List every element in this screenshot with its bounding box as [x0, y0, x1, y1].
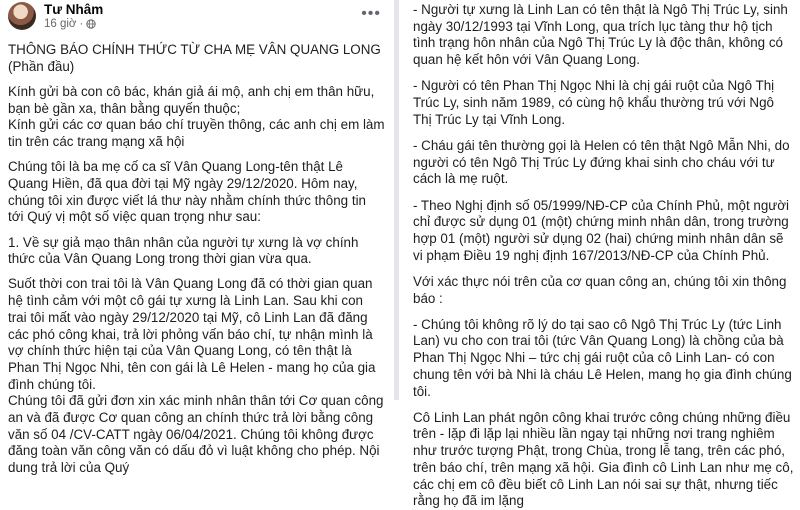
post-panel-right [402, 0, 800, 509]
closing-paragraph: Cô Linh Lan phát ngôn công khai trước công chúng những điều trên - lặp đi lặp lại nhiều lần ngay tại những nơi trang nghiêm như trước tượng Phật, trong Chùa, trong lễ tang, trên các phó, trên báo chí, trên mạng xã hội. Gia đình cô Linh Lan như mẹ cô, các chị em cô đều biết cô Linh Lan nói sai sự thật, nhưng tiếc rằng họ đã im lặng [413, 409, 794, 509]
body-paragraph-continued: Chúng tôi đã gửi đơn xin xác minh nhân thân tới Cơ quan công an và đã được Cơ quan công an chính thức trả lời bằng công văn số 04 /CV-CATT ngày 06/04/2021. Chúng tôi không được đăng toàn văn công văn có dấu đỏ vì luật không cho phép. Nội dung trả lời của Quý [8, 393, 384, 476]
author-name[interactable]: Tư Nhâm [44, 2, 104, 17]
fact-item-4: - Theo Nghị định số 05/1999/NĐ-CP của Chính Phủ, một người chỉ được sử dụng 01 (một) chứng minh nhân dân, trong trường hợp 01 (một) người sử dụng 02 (hai) chứng minh nhân dân sẽ vi phạm Điều 19 nghị định 167/2013/NĐ-CP của Chính Phủ. [413, 197, 790, 263]
announcement-intro: Với xác thực nói trên của cơ quan công an, chúng tôi xin thông báo : [413, 273, 787, 306]
greeting-paragraph: Kính gửi bà con cô bác, khán giả ái mộ, anh chị em thân hữu, bạn bè gần xa, thân bằng quyến thuộc; [8, 83, 375, 116]
post-header [8, 0, 391, 34]
fact-item-2: - Người có tên Phan Thị Ngọc Nhi là chị gái ruột của Ngô Thị Trúc Ly, sinh năm 1989, có cùng hộ khẩu thường trú với Ngô Thị Trúc Ly tại Vĩnh Long. [413, 78, 775, 127]
post-title: THÔNG BÁO CHÍNH THỨC TỪ CHA MẸ VÂN QUANG LONG (Phần đầu) [8, 42, 381, 74]
fact-item-1: - Người tự xưng là Linh Lan có tên thật là Ngô Thị Trúc Ly, sinh ngày 30/12/1993 tại Vĩnh Long, qua trích lục tàng thư hộ tịch tình trạng hôn nhân của Ngô Thị Trúc Ly là độc thân, không có quan hệ kết hôn với Vân Quang Long. [413, 2, 788, 68]
post-meta [44, 18, 96, 30]
body-paragraph: Suốt thời con trai tôi là Vân Quang Long đã có thời gian quan hệ tình cảm với một cô gái tự xưng là Linh Lan. Sau khi con trai tôi mất vào ngày 29/12/2020 tại Mỹ, cô Linh Lan đã đăng các phó công khai, trả lời phỏng vấn báo chí, tự nhận mình là vợ chính thức hiện tại của Vân Quang Long, có tên thật là Phan Thị Ngọc Nhi, tên con gái là Lê Helen - mang họ của gia đình chúng tôi. [8, 276, 376, 392]
intro-paragraph: Chúng tôi là ba mẹ cố ca sĩ Vân Quang Long-tên thật Lê Quang Hiền, đã qua đời tại Mỹ ngày 29/12/2020. Hôm nay, chúng tôi xin được viết lá thư này nhằm chính thức thông tin tới Quý vị một số việc quan trọng như sau: [8, 159, 366, 225]
section-heading-1: 1. Về sự giả mạo thân nhân của người tự xưng là vợ chính thức của Vân Quang Long trong thời gian vừa qua. [8, 234, 359, 267]
announcement-item-1: - Chúng tôi không rõ lý do tại sao cô Ngô Thị Trúc Ly (tức Linh Lan) vu cho con trai tôi (tức Vân Quang Long) là chồng của bà Phan Thị Ngọc Nhi – tức chị gái ruột của cô Linh Lan- có con chung tên với bà Nhi là cháu Lê Helen, mang họ gia đình chúng tôi. [413, 316, 792, 399]
fact-item-3: - Cháu gái tên thường gọi là Helen có tên thật Ngô Mẫn Nhi, do người có tên Ngô Thị Trúc Ly đứng khai sinh cho cháu với tư cách là mẹ ruột. [413, 137, 790, 187]
panel-divider [394, 0, 399, 400]
post-body-right [413, 0, 794, 510]
globe-icon [86, 19, 96, 29]
avatar[interactable] [8, 2, 36, 30]
post-body-left [8, 42, 391, 477]
greeting-press-paragraph: Kính gửi các cơ quan báo chí truyền thông, các anh chị em làm tin trên các trang mạng xã hội [8, 117, 385, 150]
post-time[interactable]: 16 giờ [44, 18, 77, 30]
meta-separator: · [79, 18, 84, 30]
post-panel-left [0, 0, 391, 476]
more-options-icon[interactable]: ••• [361, 5, 381, 22]
